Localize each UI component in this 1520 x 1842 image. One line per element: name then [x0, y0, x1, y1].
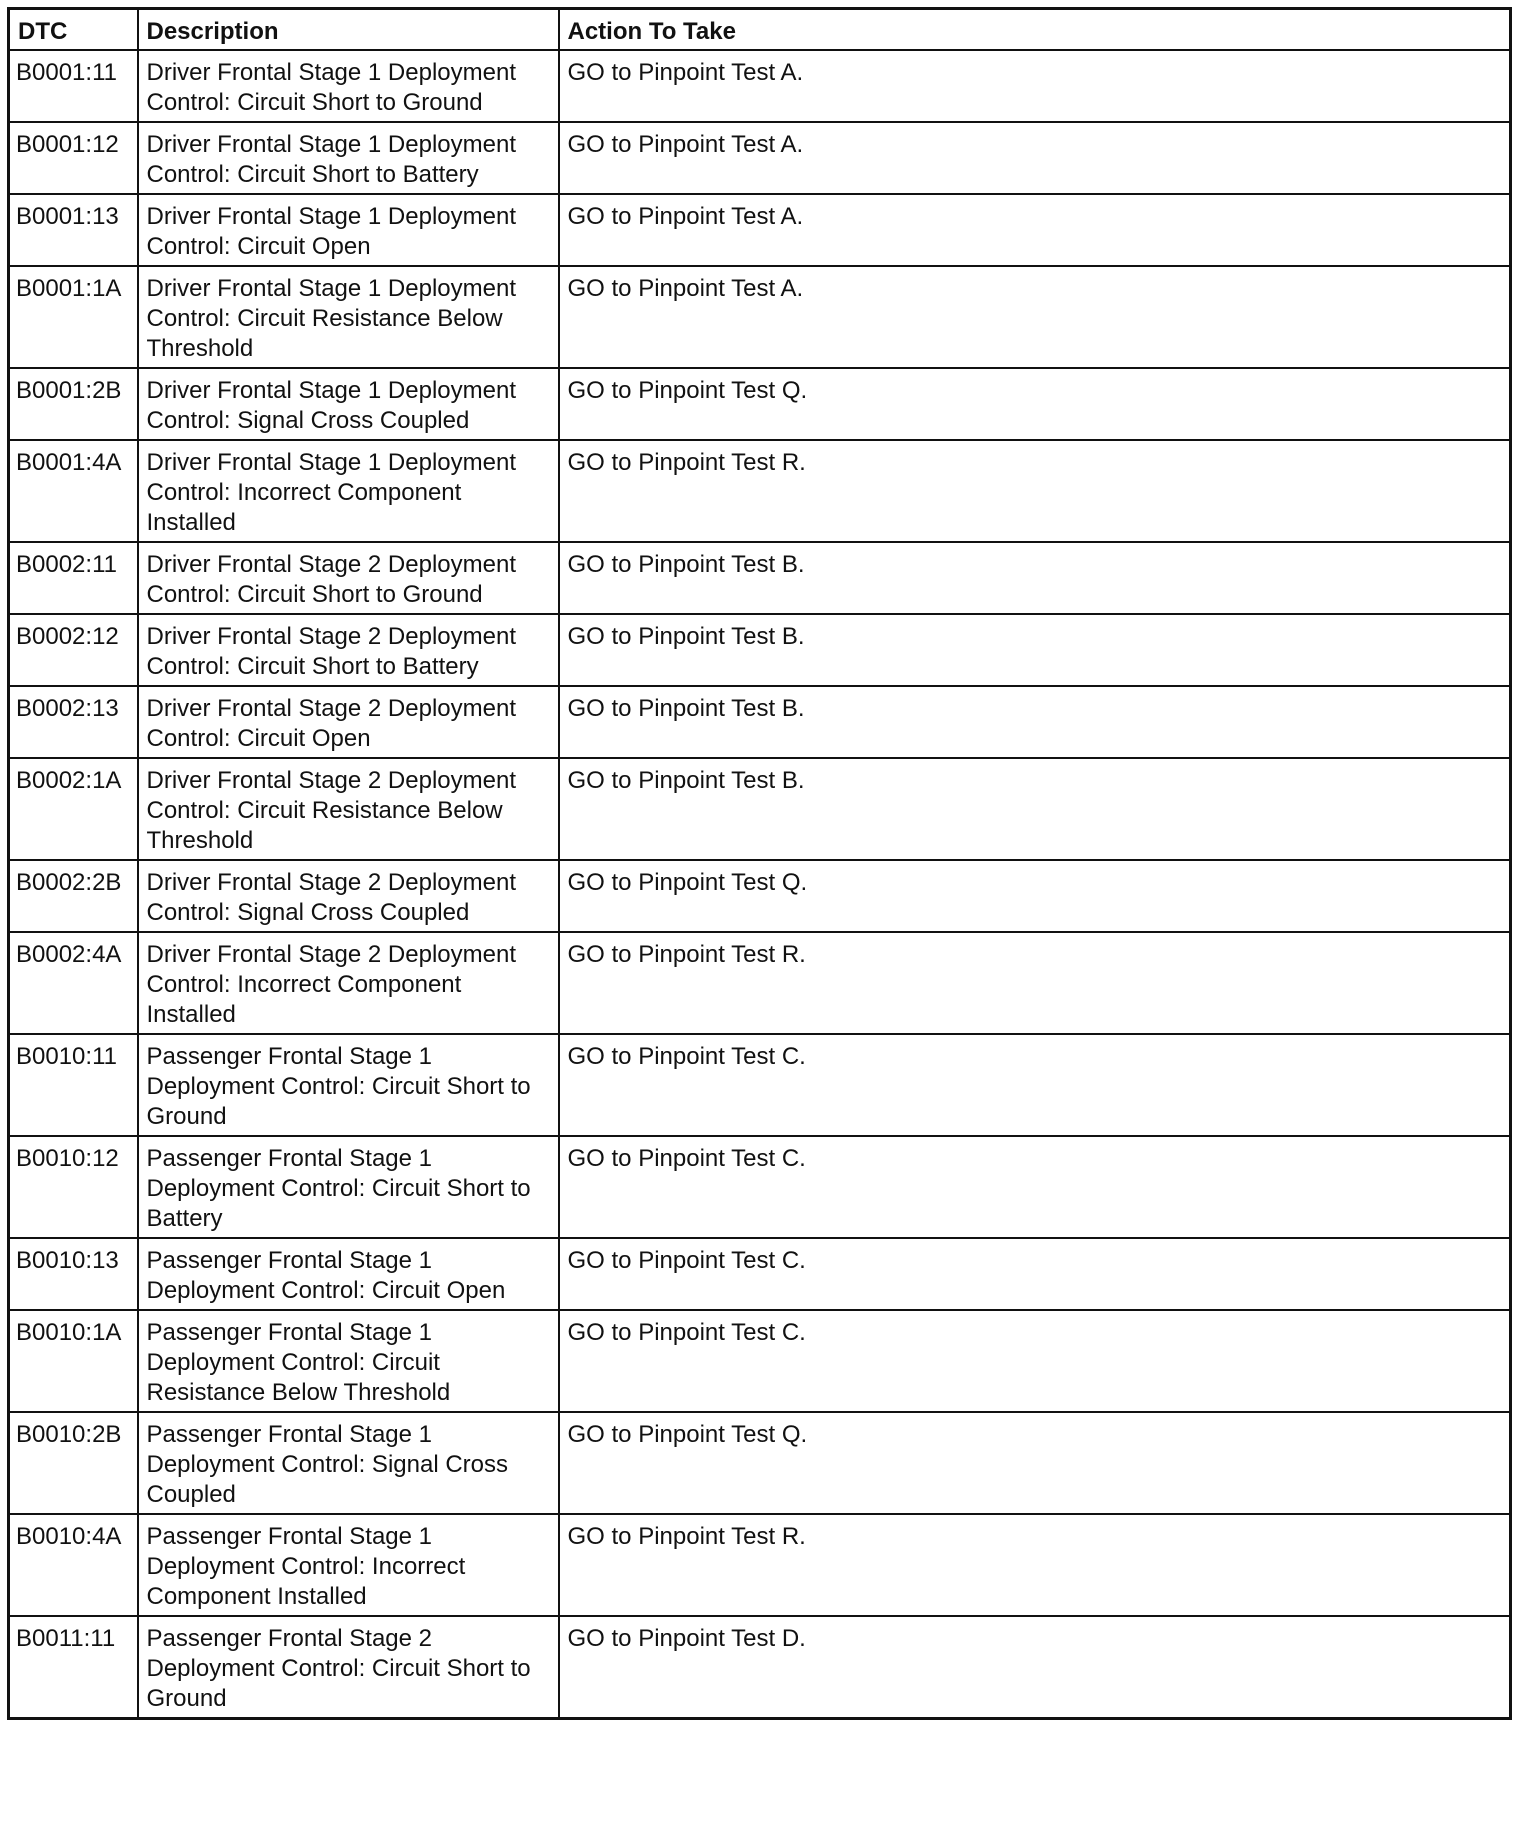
table-row	[9, 194, 1511, 266]
table-row	[9, 932, 1511, 1034]
description-cell: Driver Frontal Stage 2 Deployment Control: Circuit Short to Battery	[138, 614, 559, 686]
table-row	[9, 1616, 1511, 1719]
table-row	[9, 860, 1511, 932]
dtc-code-cell: B0010:13	[9, 1238, 138, 1310]
action-cell: GO to Pinpoint Test R.	[559, 440, 1511, 542]
dtc-code-cell: B0002:1A	[9, 758, 138, 860]
table-row	[9, 1136, 1511, 1238]
dtc-code-cell: B0010:1A	[9, 1310, 138, 1412]
dtc-code-cell: B0002:4A	[9, 932, 138, 1034]
action-cell: GO to Pinpoint Test Q.	[559, 368, 1511, 440]
action-cell: GO to Pinpoint Test C.	[559, 1136, 1511, 1238]
action-cell: GO to Pinpoint Test D.	[559, 1616, 1511, 1719]
table-row	[9, 614, 1511, 686]
table-row	[9, 440, 1511, 542]
description-cell: Passenger Frontal Stage 1 Deployment Control: Circuit Short to Ground	[138, 1034, 559, 1136]
table-row	[9, 1310, 1511, 1412]
description-cell: Passenger Frontal Stage 1 Deployment Control: Incorrect Component Installed	[138, 1514, 559, 1616]
dtc-code-cell: B0002:11	[9, 542, 138, 614]
dtc-code-cell: B0001:11	[9, 50, 138, 122]
action-cell: GO to Pinpoint Test B.	[559, 758, 1511, 860]
action-cell: GO to Pinpoint Test Q.	[559, 1412, 1511, 1514]
header-description: Description	[138, 9, 559, 51]
action-cell: GO to Pinpoint Test C.	[559, 1238, 1511, 1310]
dtc-code-cell: B0001:12	[9, 122, 138, 194]
table-row	[9, 266, 1511, 368]
description-cell: Driver Frontal Stage 1 Deployment Control: Signal Cross Coupled	[138, 368, 559, 440]
description-cell: Driver Frontal Stage 1 Deployment Control: Circuit Resistance Below Threshold	[138, 266, 559, 368]
dtc-code-cell: B0010:2B	[9, 1412, 138, 1514]
dtc-code-cell: B0010:4A	[9, 1514, 138, 1616]
header-row	[9, 9, 1511, 51]
action-cell: GO to Pinpoint Test A.	[559, 266, 1511, 368]
table-row	[9, 50, 1511, 122]
action-cell: GO to Pinpoint Test C.	[559, 1034, 1511, 1136]
description-cell: Driver Frontal Stage 2 Deployment Control: Circuit Open	[138, 686, 559, 758]
table-row	[9, 1238, 1511, 1310]
description-cell: Driver Frontal Stage 1 Deployment Control: Incorrect Component Installed	[138, 440, 559, 542]
table-row	[9, 542, 1511, 614]
dtc-code-cell: B0001:1A	[9, 266, 138, 368]
action-cell: GO to Pinpoint Test B.	[559, 542, 1511, 614]
description-cell: Driver Frontal Stage 2 Deployment Control: Circuit Short to Ground	[138, 542, 559, 614]
description-cell: Driver Frontal Stage 2 Deployment Control: Signal Cross Coupled	[138, 860, 559, 932]
action-cell: GO to Pinpoint Test A.	[559, 194, 1511, 266]
description-cell: Driver Frontal Stage 1 Deployment Control: Circuit Short to Battery	[138, 122, 559, 194]
action-cell: GO to Pinpoint Test C.	[559, 1310, 1511, 1412]
table-row	[9, 1412, 1511, 1514]
table-row	[9, 686, 1511, 758]
action-cell: GO to Pinpoint Test B.	[559, 686, 1511, 758]
table-row	[9, 368, 1511, 440]
dtc-code-cell: B0001:4A	[9, 440, 138, 542]
dtc-code-cell: B0001:2B	[9, 368, 138, 440]
dtc-code-cell: B0010:12	[9, 1136, 138, 1238]
dtc-code-cell: B0011:11	[9, 1616, 138, 1719]
description-cell: Passenger Frontal Stage 1 Deployment Control: Circuit Short to Battery	[138, 1136, 559, 1238]
table-row	[9, 122, 1511, 194]
description-cell: Passenger Frontal Stage 1 Deployment Control: Circuit Resistance Below Threshold	[138, 1310, 559, 1412]
description-cell: Driver Frontal Stage 1 Deployment Control: Circuit Open	[138, 194, 559, 266]
description-cell: Driver Frontal Stage 2 Deployment Control: Incorrect Component Installed	[138, 932, 559, 1034]
action-cell: GO to Pinpoint Test A.	[559, 122, 1511, 194]
action-cell: GO to Pinpoint Test Q.	[559, 860, 1511, 932]
action-cell: GO to Pinpoint Test R.	[559, 932, 1511, 1034]
dtc-code-cell: B0002:2B	[9, 860, 138, 932]
description-cell: Passenger Frontal Stage 2 Deployment Control: Circuit Short to Ground	[138, 1616, 559, 1719]
action-cell: GO to Pinpoint Test B.	[559, 614, 1511, 686]
description-cell: Driver Frontal Stage 1 Deployment Control: Circuit Short to Ground	[138, 50, 559, 122]
action-cell: GO to Pinpoint Test A.	[559, 50, 1511, 122]
description-cell: Driver Frontal Stage 2 Deployment Control: Circuit Resistance Below Threshold	[138, 758, 559, 860]
action-cell: GO to Pinpoint Test R.	[559, 1514, 1511, 1616]
table-row	[9, 1514, 1511, 1616]
table-row	[9, 758, 1511, 860]
dtc-code-cell: B0010:11	[9, 1034, 138, 1136]
description-cell: Passenger Frontal Stage 1 Deployment Control: Circuit Open	[138, 1238, 559, 1310]
dtc-code-cell: B0002:12	[9, 614, 138, 686]
table-row	[9, 1034, 1511, 1136]
header-dtc: DTC	[9, 9, 138, 51]
dtc-table	[7, 7, 1512, 1720]
dtc-code-cell: B0002:13	[9, 686, 138, 758]
description-cell: Passenger Frontal Stage 1 Deployment Control: Signal Cross Coupled	[138, 1412, 559, 1514]
dtc-code-cell: B0001:13	[9, 194, 138, 266]
table-body	[9, 50, 1511, 1719]
header-action: Action To Take	[559, 9, 1511, 51]
